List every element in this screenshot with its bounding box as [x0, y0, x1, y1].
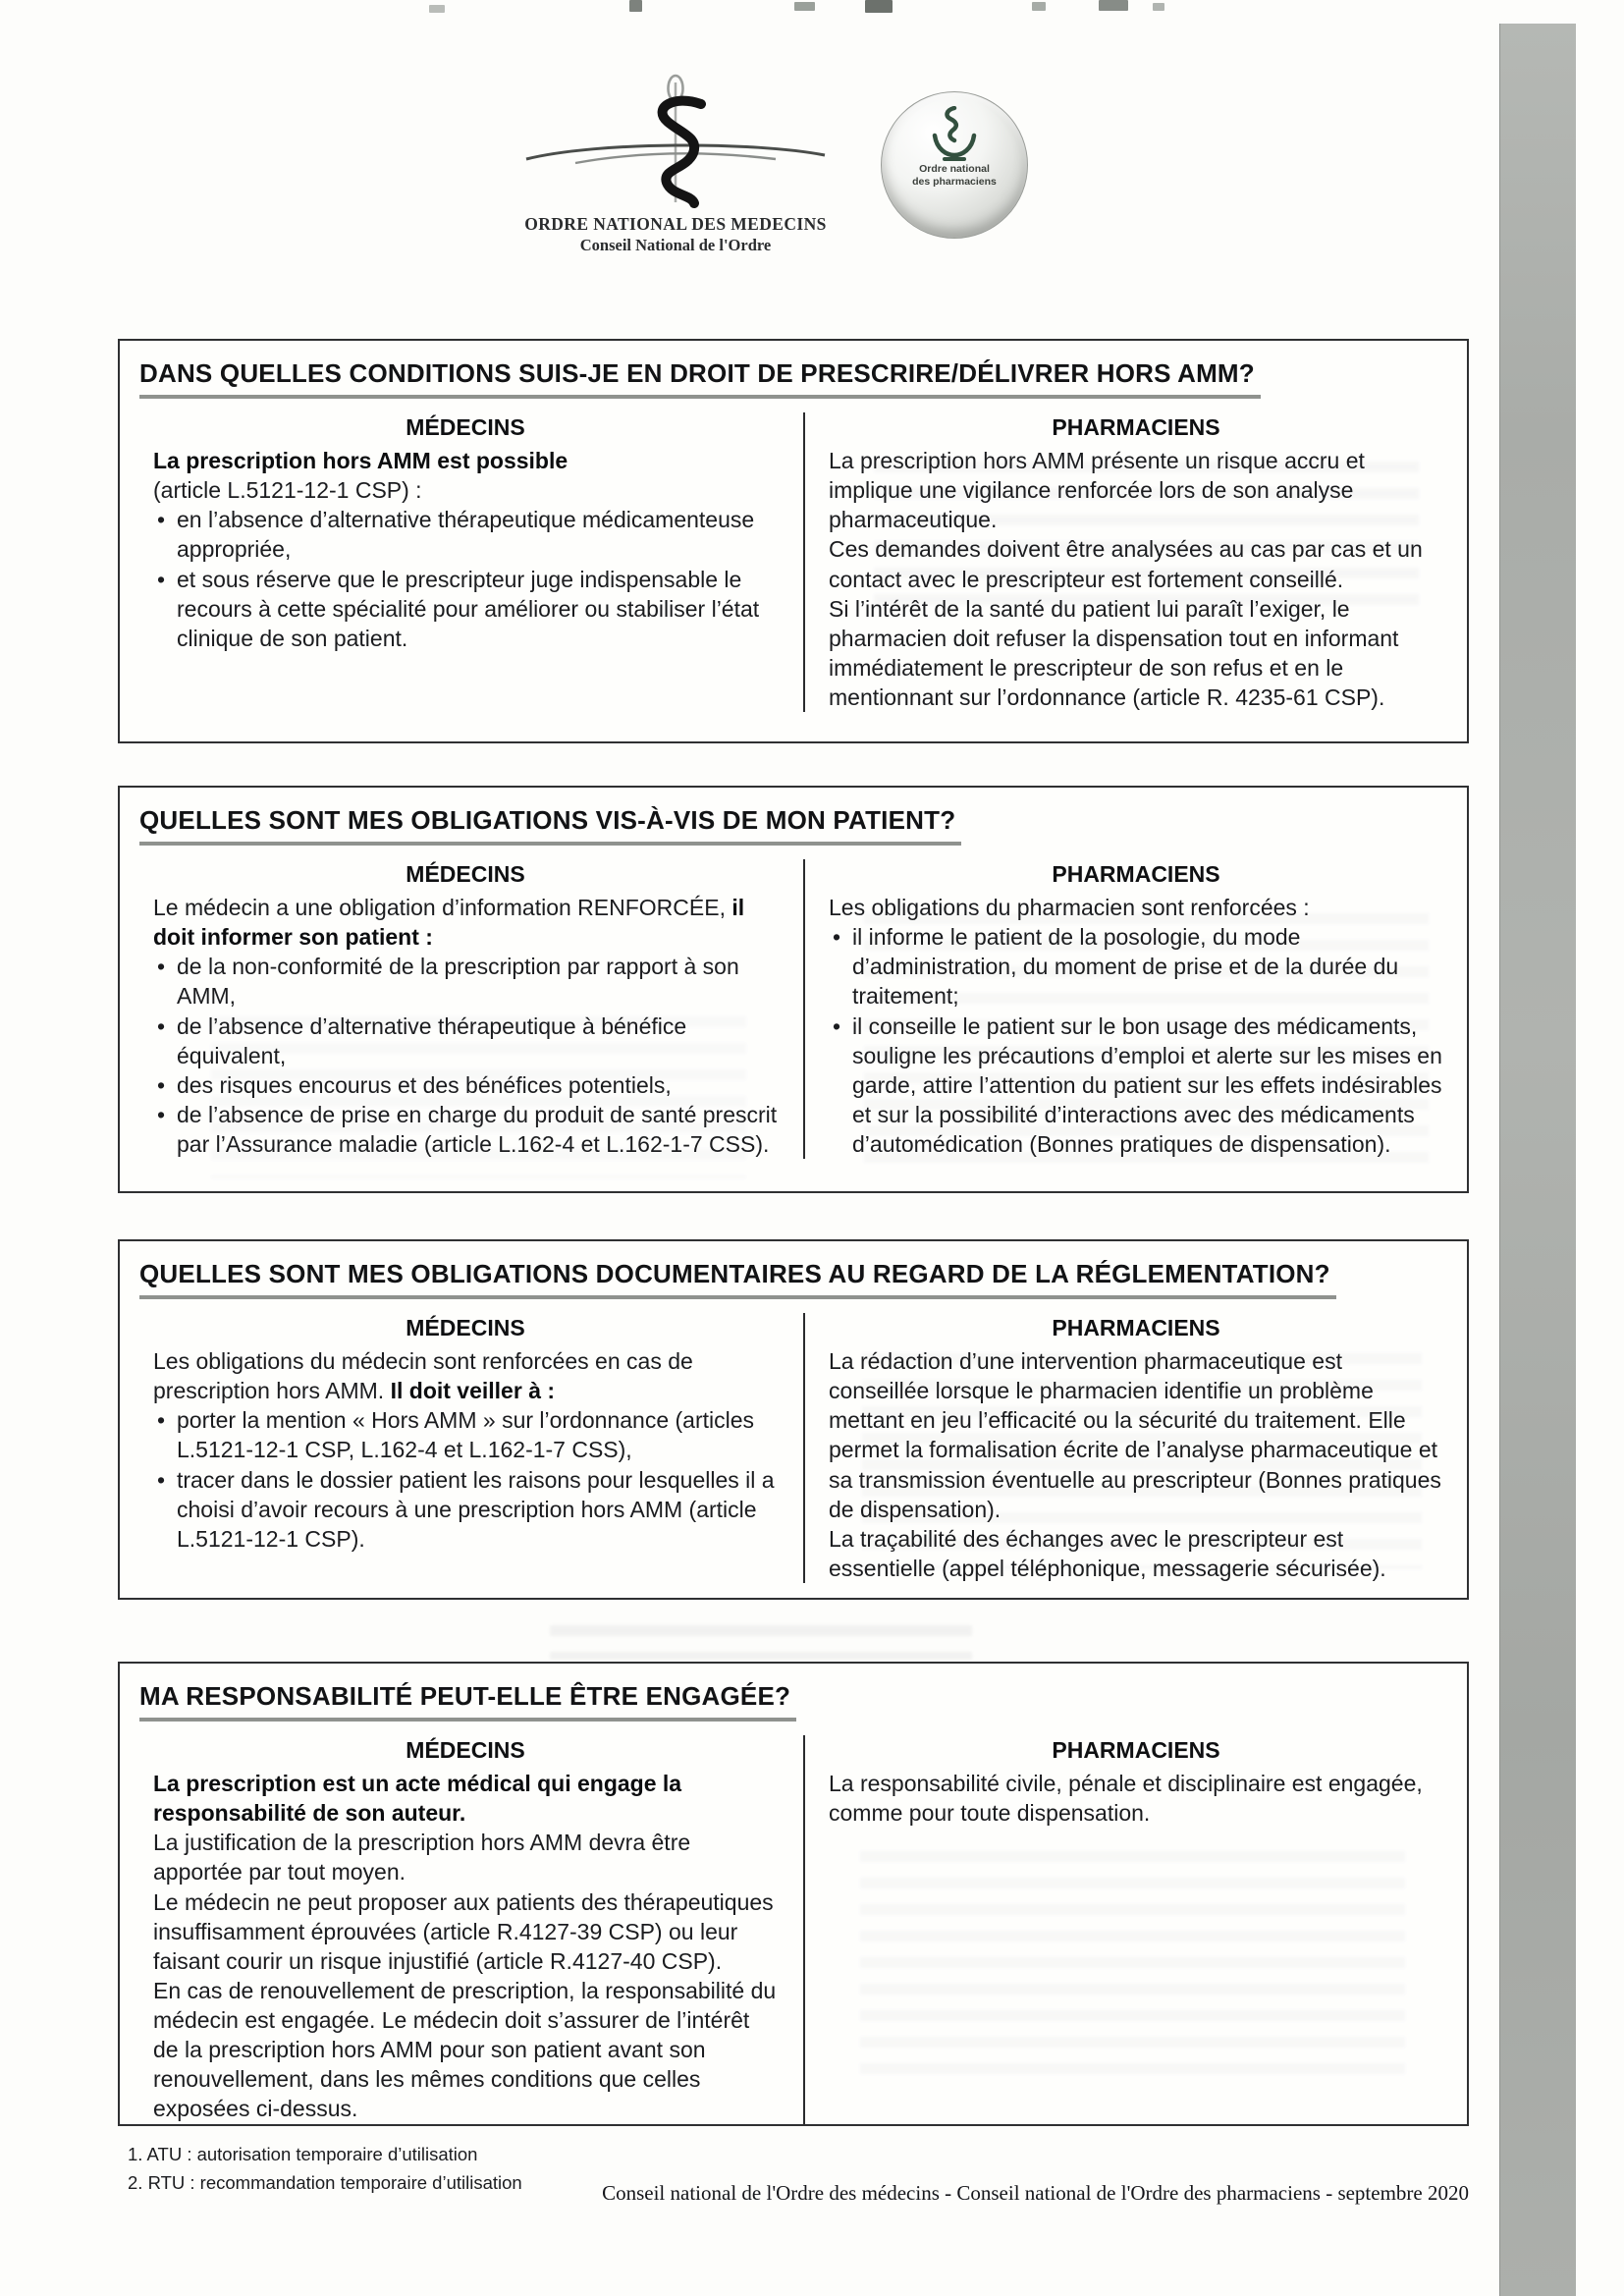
paragraph: (article L.5121-12-1 CSP) :	[153, 477, 422, 504]
bullet-item: • de la non-conformité de la prescription par rapport à son AMM,	[153, 952, 778, 1011]
pharmaciens-heading: PHARMACIENS	[1052, 1737, 1220, 1763]
bowl-of-hygieia-icon	[927, 106, 982, 163]
footnote-atu: 1. ATU : autorisation temporaire d’utilisation	[128, 2144, 478, 2164]
paragraph: Les obligations du médecin sont renforcées en cas de prescription hors AMM. Il doit veiller à :	[153, 1348, 693, 1404]
paragraph: La responsabilité civile, pénale et disciplinaire est engagée, comme pour toute dispensation.	[829, 1771, 1423, 1827]
scan-artifact	[1099, 0, 1128, 11]
footer-credit: Conseil national de l'Ordre des médecins - Conseil national de l'Ordre des pharmaciens - septembre 2020	[602, 2181, 1469, 2205]
caduceus-icon	[518, 73, 833, 212]
ordre-medecins-logo	[514, 73, 838, 255]
pharmaciens-column	[805, 1313, 1449, 1583]
bullet-item: • il informe le patient de la posologie, du mode d’administration, du moment de prise et de la durée du traitement;	[829, 922, 1443, 1011]
paragraph: Le médecin a une obligation d’information RENFORCÉE, il doit informer son patient :	[153, 895, 745, 951]
pharmaciens-heading: PHARMACIENS	[1052, 861, 1220, 887]
bullet-item: • porter la mention « Hors AMM » sur l’ordonnance (articles L.5121-12-1 CSP, L.162-4 et L.162-1-7 CSS),	[153, 1405, 778, 1464]
paragraph: Si l’intérêt de la santé du patient lui paraît l’exiger, le pharmacien doit refuser la dispensation tout en informant immédiatement le prescripteur de son refus et en le mentionnant sur l’ordonnance (article R. 4235-61 CSP).	[829, 595, 1399, 710]
medecins-column	[139, 412, 803, 712]
paragraph: La prescription hors AMM est possible	[153, 448, 568, 473]
pharmaciens-heading: PHARMACIENS	[1052, 1315, 1220, 1340]
medecins-column	[139, 859, 803, 1159]
section-responsabilite	[118, 1662, 1469, 2126]
paragraph: La prescription hors AMM présente un risque accru et implique une vigilance renforcée lors de son analyse pharmaceutique.	[829, 448, 1365, 533]
scan-artifact	[429, 5, 445, 13]
ordre-medecins-subtitle: Conseil National de l'Ordre	[579, 236, 772, 254]
medecins-column	[139, 1735, 803, 2124]
section-obligations-documentaires	[118, 1239, 1469, 1600]
ordre-medecins-title: ORDRE NATIONAL DES MEDECINS	[524, 214, 827, 234]
paragraph: La prescription est un acte médical qui engage la responsabilité de son auteur.	[153, 1771, 682, 1827]
paragraph: Les obligations du pharmacien sont renforcées :	[829, 895, 1310, 920]
paragraph: Le médecin ne peut proposer aux patients des thérapeutiques insuffisamment éprouvées (article R.4127-39 CSP) ou leur faisant courir un risque injustifié (article R.4127-40 CSP).	[153, 1888, 774, 1974]
paragraph: La justification de la prescription hors AMM devra être apportée par tout moyen.	[153, 1830, 691, 1886]
scan-artifact	[1032, 2, 1046, 11]
pharmaciens-heading: PHARMACIENS	[1052, 414, 1220, 440]
medecins-heading: MÉDECINS	[406, 1315, 525, 1340]
bullet-item: • de l’absence d’alternative thérapeutique à bénéfice équivalent,	[153, 1011, 778, 1070]
section-title: MA RESPONSABILITÉ PEUT-ELLE ÊTRE ENGAGÉE?	[139, 1681, 796, 1722]
pharmaciens-column	[805, 859, 1449, 1159]
medecins-column	[139, 1313, 803, 1583]
section-title: QUELLES SONT MES OBLIGATIONS DOCUMENTAIRES AU REGARD DE LA RÉGLEMENTATION?	[139, 1259, 1336, 1299]
footnotes	[128, 2141, 522, 2197]
section-title: DANS QUELLES CONDITIONS SUIS-JE EN DROIT DE PRESCRIRE/DÉLIVRER HORS AMM?	[139, 358, 1261, 399]
pharmaciens-column	[805, 1735, 1449, 2124]
section-title: QUELLES SONT MES OBLIGATIONS VIS-À-VIS DE MON PATIENT?	[139, 805, 961, 846]
ordre-pharmaciens-line2: des pharmaciens	[912, 176, 997, 189]
scan-artifact	[1153, 3, 1164, 11]
section-obligations-patient	[118, 786, 1469, 1193]
bullet-item: • tracer dans le dossier patient les raisons pour lesquelles il a choisi d’avoir recours à une prescription hors AMM (article L.5121-12-1 CSP).	[153, 1465, 778, 1554]
ordre-pharmaciens-line1: Ordre national	[919, 163, 990, 175]
scan-artifact	[629, 0, 642, 12]
scan-artifact	[865, 0, 893, 13]
scan-edge-band	[1499, 24, 1576, 2296]
section-conditions-hors-amm	[118, 339, 1469, 743]
footnote-rtu: 2. RTU : recommandation temporaire d’utilisation	[128, 2171, 522, 2193]
pharmaciens-column	[805, 412, 1449, 712]
bleed-through-artifact	[550, 1625, 972, 1660]
paragraph: La rédaction d’une intervention pharmaceutique est conseillée lorsque le pharmacien identifie un problème mettant en jeu l’efficacité ou la sécurité du traitement. Elle permet la formalisation écrite de l’analyse pharmaceutique et sa transmission éventuelle au prescripteur (Bonnes pratiques de dispensation).	[829, 1348, 1441, 1522]
scan-artifact	[794, 2, 815, 11]
bullet-item: • en l’absence d’alternative thérapeutique médicamenteuse appropriée,	[153, 505, 778, 564]
bullet-item: • et sous réserve que le prescripteur juge indispensable le recours à cette spécialité pour améliorer ou stabiliser l’état clinique de son patient.	[153, 565, 778, 653]
medecins-heading: MÉDECINS	[406, 1737, 525, 1763]
medecins-heading: MÉDECINS	[406, 414, 525, 440]
paragraph: Ces demandes doivent être analysées au cas par cas et un contact avec le prescripteur est fortement conseillé.	[829, 536, 1423, 592]
bullet-item: • de l’absence de prise en charge du produit de santé prescrit par l’Assurance maladie (article L.162-4 et L.162-1-7 CSS).	[153, 1100, 778, 1159]
ordre-pharmaciens-logo	[881, 91, 1028, 239]
paragraph: En cas de renouvellement de prescription, la responsabilité du médecin est engagée. Le médecin doit s’assurer de l’intérêt de la prescription hors AMM pour son patient avant son renouvellement, dans les mêmes conditions que celles exposées ci-dessus.	[153, 1977, 777, 2122]
medecins-heading: MÉDECINS	[406, 861, 525, 887]
paragraph: La traçabilité des échanges avec le prescripteur est essentielle (appel téléphonique, messagerie sécurisée).	[829, 1525, 1386, 1581]
bullet-item: • des risques encourus et des bénéfices potentiels,	[153, 1070, 778, 1100]
bullet-item: • il conseille le patient sur le bon usage des médicaments, souligne les précautions d’emploi et alerte sur les mises en garde, attire l’attention du patient sur les effets indésirables et sur la possibilité d’interactions avec des médicaments d’automédication (Bonnes pratiques de dispensation).	[829, 1011, 1443, 1160]
